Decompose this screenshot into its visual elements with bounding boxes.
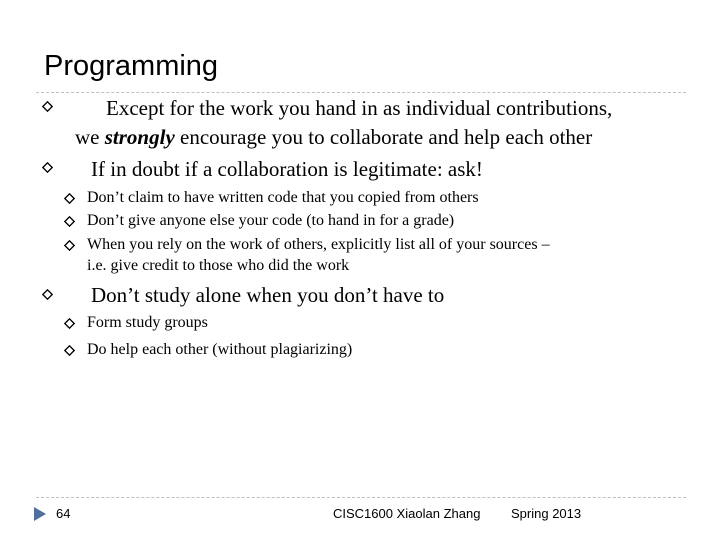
title-divider — [36, 92, 686, 93]
bullet-2-sub-3-line-2: i.e. give credit to those who did the work — [87, 257, 350, 274]
bullet-3-sub-2: Do help each other (without plagiarizing) — [87, 341, 353, 358]
triangle-marker-icon — [33, 506, 47, 522]
bullet-3-sub-1: Form study groups — [87, 314, 208, 331]
diamond-bullet-icon — [64, 345, 75, 356]
bullet-3-text: Don’t study alone when you don’t have to — [91, 283, 445, 307]
bullet-1-line-2: we strongly encourage you to collaborate and help each other — [75, 125, 593, 149]
diamond-bullet-icon — [64, 240, 75, 251]
diamond-bullet-icon — [64, 193, 75, 204]
page-number: 64 — [56, 506, 71, 521]
bullet-1-line-1: Except for the work you hand in as individual contributions, — [106, 96, 613, 120]
diamond-bullet-icon — [42, 162, 53, 173]
bullet-2-sub-3-line-1: When you rely on the work of others, explicitly list all of your sources – — [87, 236, 550, 253]
diamond-bullet-icon — [64, 318, 75, 329]
diamond-bullet-icon — [42, 101, 53, 112]
footer-course: CISC1600 Xiaolan Zhang — [333, 506, 481, 521]
emphasis-strongly: strongly — [104, 125, 175, 149]
footer-term: Spring 2013 — [511, 506, 582, 521]
bullet-2-sub-1: Don’t claim to have written code that you copied from others — [87, 189, 479, 206]
bullet-2-sub-2: Don’t give anyone else your code (to hand in for a grade) — [87, 212, 455, 229]
bullet-2-text: If in doubt if a collaboration is legitimate: ask! — [91, 157, 483, 181]
footer-divider — [36, 497, 686, 498]
diamond-bullet-icon — [64, 216, 75, 227]
slide-title: Programming — [44, 50, 219, 82]
diamond-bullet-icon — [42, 289, 53, 300]
